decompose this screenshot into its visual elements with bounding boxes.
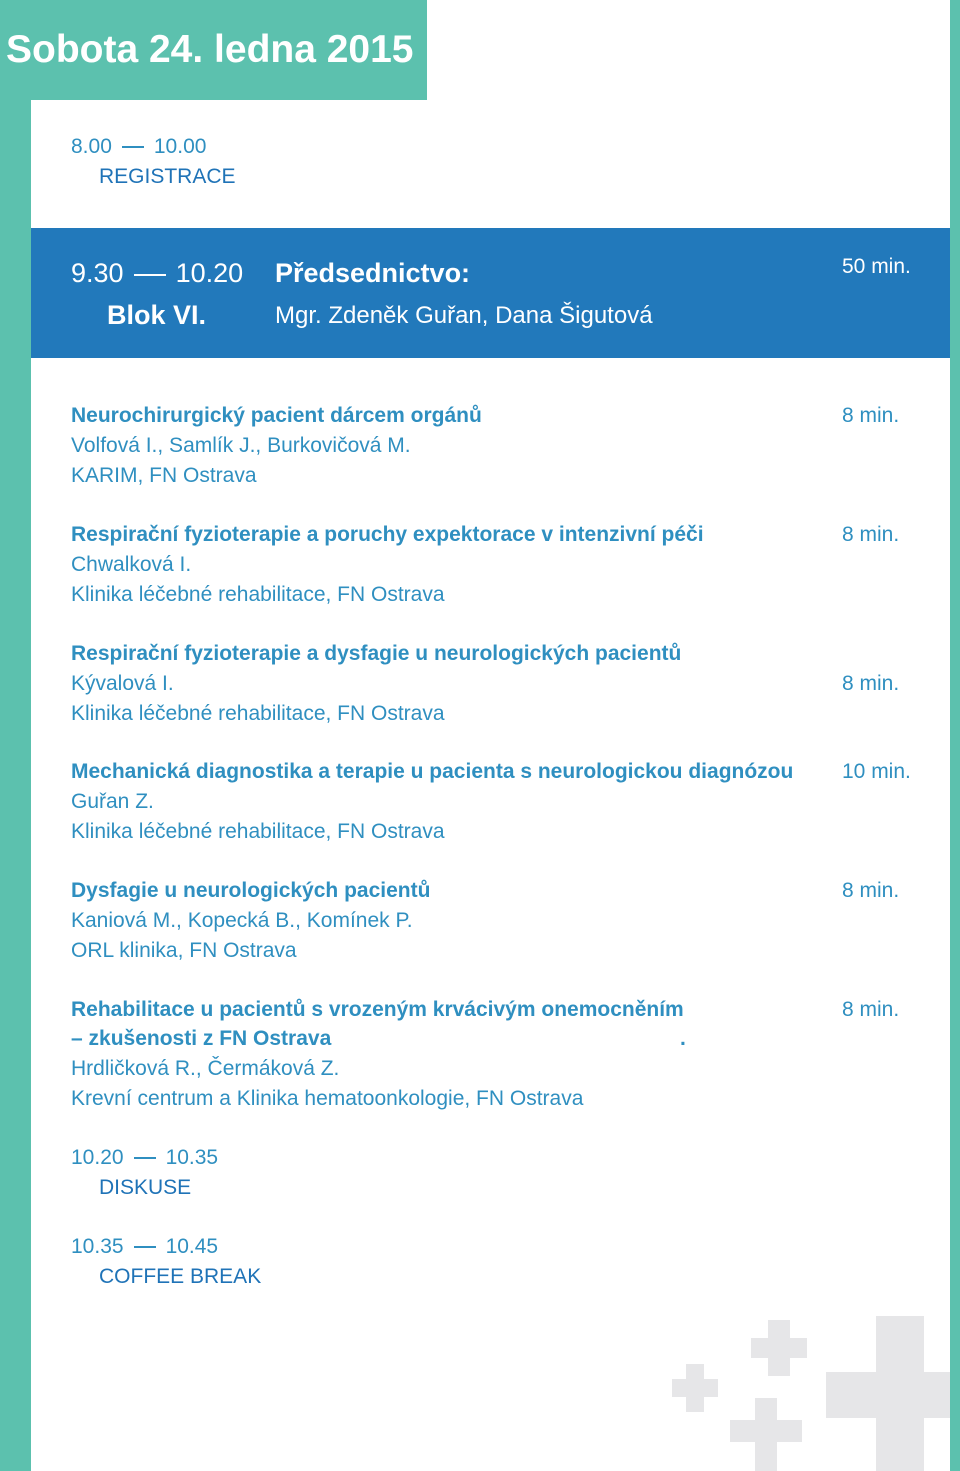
discussion-start: 10.20 (71, 1146, 124, 1169)
registration-start: 8.00 (71, 135, 112, 158)
registration-label: REGISTRACE (99, 165, 236, 188)
talk-title: Respirační fyzioterapie a dysfagie u neurologických pacientů (71, 642, 682, 665)
block-duration: 50 min. (842, 255, 911, 278)
chair-label: Předsednictvo: (275, 258, 471, 288)
talk-institution: KARIM, FN Ostrava (71, 464, 257, 487)
talk-title: Mechanická diagnostika a terapie u pacienta s neurologickou diagnózou (71, 760, 794, 783)
block-start: 9.30 (71, 258, 124, 288)
discussion-label: DISKUSE (99, 1176, 192, 1199)
discussion-end: 10.35 (165, 1146, 219, 1169)
right-accent-bar (950, 0, 960, 1471)
talk-title: Neurochirurgický pacient dárcem orgánů (71, 404, 482, 427)
chair-names: Mgr. Zdeněk Guřan, Dana Šigutová (275, 302, 653, 329)
talk-institution: Krevní centrum a Klinika hematoonkologie, FN Ostrava (71, 1087, 584, 1110)
talk-duration: 8 min. (842, 523, 900, 546)
coffee-end: 10.45 (165, 1235, 219, 1258)
talk-authors: Hrdličková R., Čermáková Z. (71, 1057, 340, 1080)
left-accent-bar (0, 0, 31, 1471)
block-name: Blok VI. (107, 300, 207, 330)
coffee-start: 10.35 (71, 1235, 124, 1258)
talk-authors: Volfová I., Samlík J., Burkovičová M. (71, 434, 411, 457)
talk-duration: 10 min. (842, 760, 911, 783)
talk-authors: Guřan Z. (71, 790, 154, 813)
discussion-time (71, 1146, 218, 1170)
block-header (31, 228, 950, 358)
talk-duration: 8 min. (842, 672, 900, 695)
talk-institution: Klinika léčebné rehabilitace, FN Ostrava (71, 820, 445, 843)
block-time (71, 258, 243, 289)
coffee-time (71, 1235, 218, 1259)
talk-authors: Kývalová I. (71, 672, 174, 695)
talk-title-continued: – zkušenosti z FN Ostrava (71, 1027, 332, 1050)
coffee-label: COFFEE BREAK (99, 1265, 262, 1288)
talk-duration: 8 min. (842, 879, 900, 902)
talk-institution: Klinika léčebné rehabilitace, FN Ostrava (71, 583, 445, 606)
page-title: Sobota 24. ledna 2015 (6, 28, 414, 71)
talk-institution: Klinika léčebné rehabilitace, FN Ostrava (71, 702, 445, 725)
talk-title: Rehabilitace u pacientů s vrozeným krvácivým onemocněním (71, 998, 684, 1021)
block-end: 10.20 (175, 258, 244, 288)
talk-duration: 8 min. (842, 998, 900, 1021)
talk-institution: ORL klinika, FN Ostrava (71, 939, 297, 962)
talk-title: Dysfagie u neurologických pacientů (71, 879, 431, 902)
date-header (0, 0, 427, 100)
talk-authors: Chwalková I. (71, 553, 192, 576)
talk-title: Respirační fyzioterapie a poruchy expektorace v intenzivní péči (71, 523, 704, 546)
talk-authors: Kaniová M., Kopecká B., Komínek P. (71, 909, 413, 932)
talk-title-tail: . (680, 1027, 686, 1050)
registration-time (71, 135, 206, 159)
talk-duration: 8 min. (842, 404, 900, 427)
registration-end: 10.00 (153, 135, 207, 158)
